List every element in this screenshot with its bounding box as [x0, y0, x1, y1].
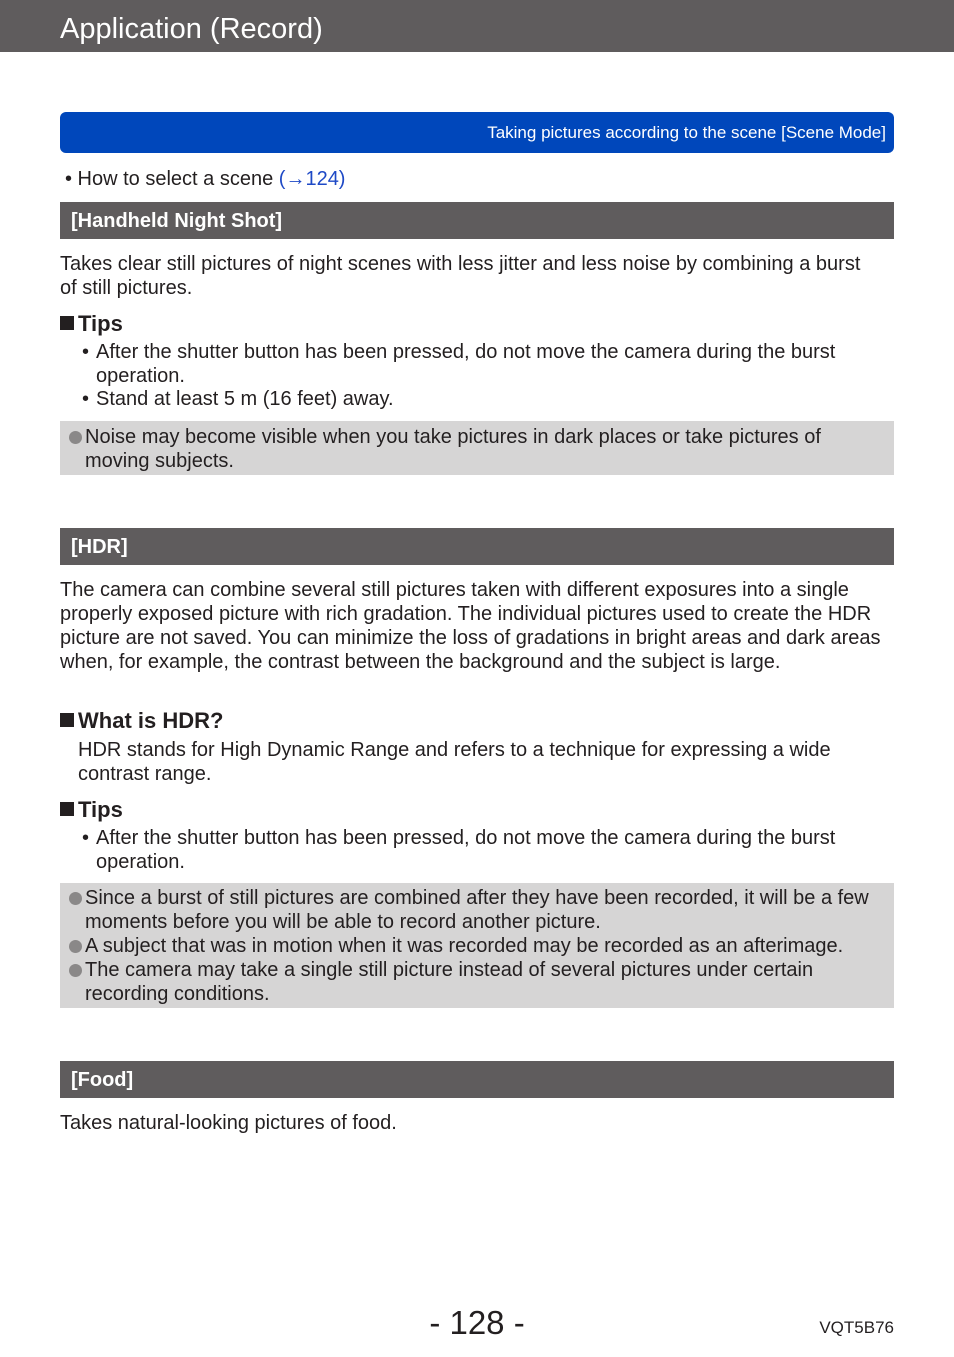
section-body: Takes natural-looking pictures of food. — [60, 1112, 397, 1134]
what-heading-label: What is HDR? — [78, 708, 224, 733]
tips-heading-label: Tips — [78, 797, 123, 822]
bullet-icon: • — [82, 827, 90, 849]
square-bullet-icon — [60, 316, 74, 330]
section-header-hdr — [60, 528, 894, 565]
document-code: VQT5B76 — [819, 1318, 894, 1337]
page-header-title: Application (Record) — [60, 13, 323, 45]
section-body: The camera can combine several still pictures taken with different exposures into a single properly exposed picture with rich gradation. The individual pictures used to create the HDR picture are not saved. You can minimize the loss of gradations in bright areas and dark areas when, for example, the contrast between the background and the subject is large. — [60, 579, 881, 673]
tip-item — [82, 826, 882, 874]
note-item — [60, 425, 885, 473]
intro-line — [65, 167, 345, 191]
tips-heading — [60, 311, 123, 337]
bullet-icon: • — [82, 341, 90, 363]
bullet-icon: • — [82, 388, 90, 410]
section-header-food — [60, 1061, 894, 1098]
breadcrumb-label: Taking pictures according to the scene [Scene Mode] — [487, 123, 886, 142]
note-item — [60, 958, 885, 1006]
note-item — [60, 934, 885, 958]
section-header-handheld-night-shot — [60, 202, 894, 239]
tips-heading-label: Tips — [78, 311, 123, 336]
square-bullet-icon — [60, 802, 74, 816]
intro-text: • How to select a scene — [65, 168, 279, 190]
tip-text: After the shutter button has been pressed, do not move the camera during the burst operation. — [96, 341, 836, 387]
breadcrumb — [60, 112, 894, 153]
note-text: Since a burst of still pictures are combined after they have been recorded, it will be a few moments before you will be able to record another picture. — [85, 887, 869, 933]
note-text: The camera may take a single still picture instead of several pictures under certain recording conditions. — [85, 959, 814, 1005]
note-item — [60, 886, 885, 934]
page-number: - 128 - — [429, 1304, 525, 1341]
circle-bullet-icon — [69, 892, 82, 905]
circle-bullet-icon — [69, 964, 82, 977]
tips-heading — [60, 797, 123, 823]
tip-item — [82, 340, 882, 388]
what-is-hdr-heading — [60, 708, 223, 734]
section-title: [Food] — [71, 1069, 134, 1091]
note-box — [60, 421, 894, 475]
circle-bullet-icon — [69, 940, 82, 953]
circle-bullet-icon — [69, 431, 82, 444]
section-body: Takes clear still pictures of night scenes with less jitter and less noise by combining a burst of still pictures. — [60, 253, 861, 299]
square-bullet-icon — [60, 713, 74, 727]
section-title: [HDR] — [71, 536, 128, 558]
note-box — [60, 883, 894, 1008]
section-title: [Handheld Night Shot] — [71, 210, 283, 232]
note-text: Noise may become visible when you take pictures in dark places or take pictures of moving subjects. — [85, 426, 821, 472]
note-text: A subject that was in motion when it was recorded may be recorded as an afterimage. — [85, 935, 844, 957]
page-reference-link[interactable]: (→124) — [278, 168, 346, 190]
tip-text: Stand at least 5 m (16 feet) away. — [96, 388, 394, 410]
header-bar — [0, 0, 954, 52]
what-is-hdr-body: HDR stands for High Dynamic Range and refers to a technique for expressing a wide contrast range. — [78, 739, 831, 785]
tip-item — [82, 387, 882, 411]
tip-text: After the shutter button has been pressed, do not move the camera during the burst operation. — [96, 827, 836, 873]
